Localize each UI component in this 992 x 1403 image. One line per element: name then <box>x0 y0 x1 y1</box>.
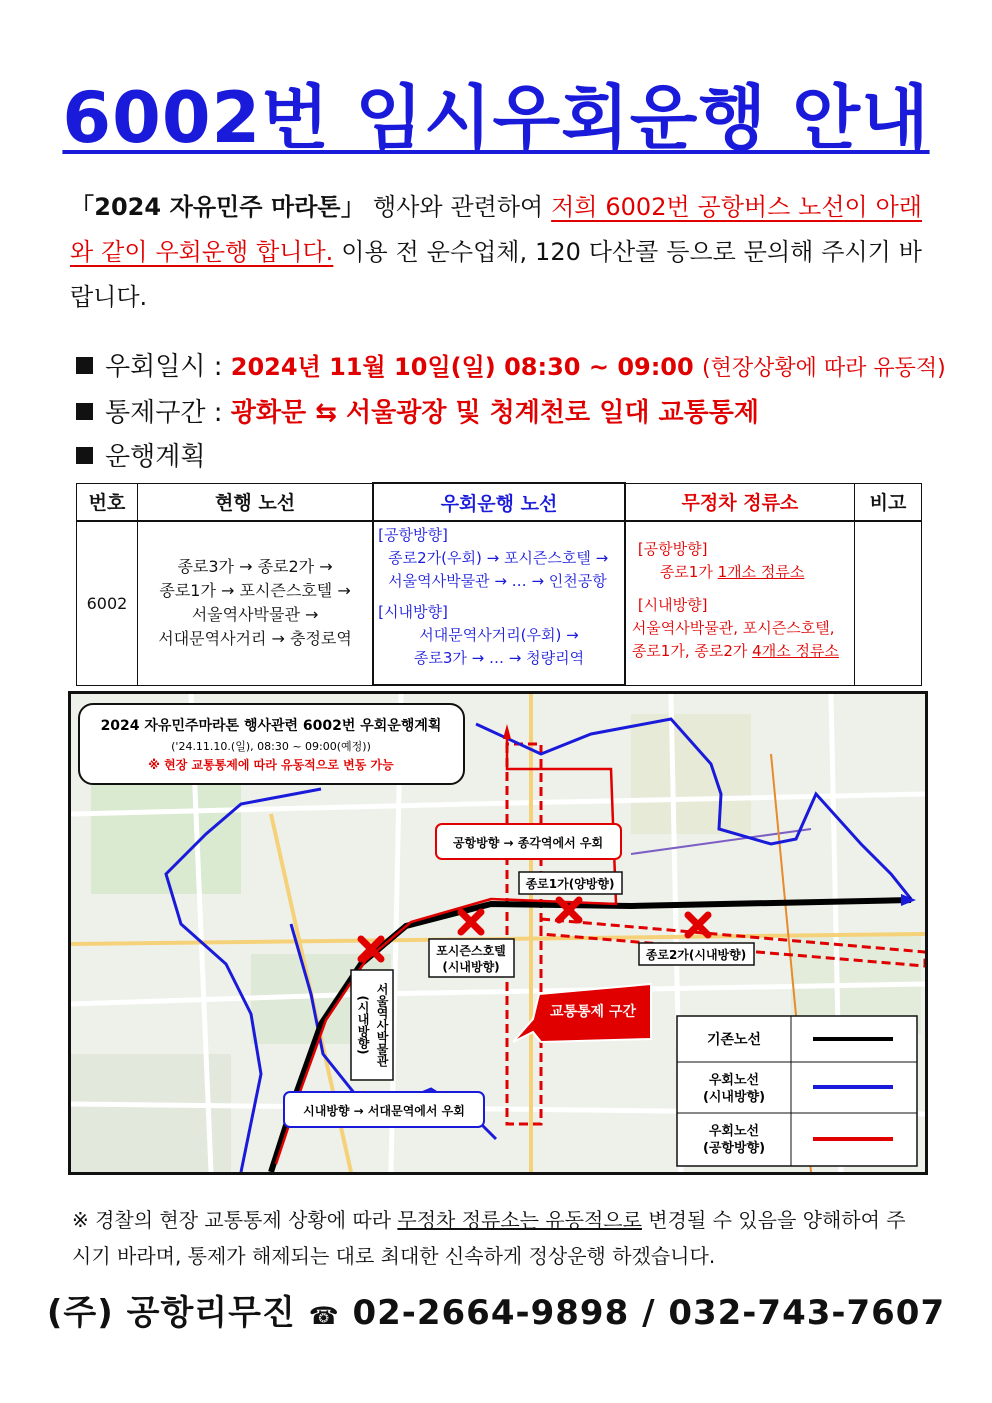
stops-city-text: 종로1가, 종로2가 <box>631 642 753 660</box>
area-label: 통제구간 : <box>105 398 223 428</box>
callout-city-text: 시내방향 → 서대문역에서 우회 <box>303 1104 465 1118</box>
intro-highlight: 저희 6002번 공항버스 노선이 아래와 같이 우회운행 합니다. <box>70 193 922 266</box>
route-number: 6002 <box>77 521 138 685</box>
current-route-line: 서울역사박물관 → <box>191 605 319 625</box>
header-current: 현행 노선 <box>137 483 373 521</box>
label-fourseasons-dir: (시내방향) <box>442 960 500 974</box>
square-bullet-icon <box>76 357 93 374</box>
remark-cell <box>855 521 922 685</box>
bullet-area <box>76 391 946 435</box>
contact-footer <box>0 1285 992 1334</box>
date-note: (현장상황에 따라 유동적) <box>701 356 946 381</box>
stops-airport-label: [공항방향] <box>637 540 708 558</box>
label-museum-text: 서울역사박물관 <box>375 983 389 1067</box>
page-title: 6002번 임시우회운행 안내 <box>62 77 930 159</box>
note-prefix: ※ 경찰의 현장 교통통제 상황에 따라 <box>72 1208 398 1232</box>
route-map-svg <box>71 694 925 1172</box>
legend-label: (시내방향) <box>702 1090 766 1105</box>
skipped-stops <box>625 521 855 685</box>
stops-city-line: 서울역사박물관, 포시즌스호텔, <box>631 619 835 637</box>
square-bullet-icon <box>76 447 93 464</box>
current-route <box>137 521 373 685</box>
route-map <box>68 691 928 1175</box>
event-name: 「2024 자유민주 마라톤」 <box>70 193 366 221</box>
intro-paragraph <box>70 185 922 320</box>
detour-city-line: 종로3가 → … → 청량리역 <box>413 649 585 667</box>
detour-city-label: [시내방향] <box>378 603 448 621</box>
legend-label: 기존노선 <box>706 1032 762 1048</box>
note-rest: 변경될 수 있음을 양해하여 주시기 바라며, 통제가 해제되는 대로 최대한 신속하게 정상운행 하겠습니다. <box>72 1208 906 1268</box>
detour-city-line: 서대문역사거리(우회) → <box>419 626 579 644</box>
bullet-date <box>76 345 946 391</box>
note-underlined: 무정차 정류소는 유동적으로 <box>397 1208 642 1232</box>
intro-text-2: 이용 전 운수업체, 120 다산콜 등으로 문의해 주시기 바랍니다. <box>70 238 922 311</box>
header-no: 번호 <box>77 483 138 521</box>
table-header-row <box>77 483 922 521</box>
company-name: (주) 공항리무진 <box>46 1293 296 1333</box>
footnote <box>72 1202 922 1274</box>
legend-label: (공항방향) <box>702 1141 766 1156</box>
area-value: 광화문 ⇆ 서울광장 및 청계천로 일대 교통통제 <box>230 398 759 428</box>
header-stops: 무정차 정류소 <box>625 483 855 521</box>
square-bullet-icon <box>76 403 93 420</box>
current-route-line: 서대문역사거리 → 충정로역 <box>158 629 352 649</box>
date-label: 우회일시 : <box>105 352 223 382</box>
control-zone-text: 교통통제 구간 <box>549 1004 637 1020</box>
stops-airport-count: 1개소 정류소 <box>717 563 805 581</box>
label-jongno2-text: 종로2가(시내방향) <box>645 948 747 962</box>
map-box-date: ('24.11.10.(일), 08:30 ~ 09:00(예정)) <box>171 740 371 753</box>
header-remark: 비고 <box>855 483 922 521</box>
intro-text-1: 행사와 관련하여 <box>373 193 544 221</box>
label-fourseasons-text: 포시즌스호텔 <box>436 944 506 958</box>
label-museum-dir: (시내방향) <box>356 995 370 1055</box>
plan-label: 운행계획 <box>105 442 206 472</box>
detour-route <box>373 521 625 685</box>
info-bullets <box>76 345 946 479</box>
stops-city-count: 4개소 정류소 <box>752 642 839 660</box>
current-route-line: 종로3가 → 종로2가 → <box>177 557 333 577</box>
date-value: 2024년 11월 10일(일) 08:30 ~ 09:00 <box>230 353 694 381</box>
phone-icon: ☎ <box>308 1302 340 1330</box>
header-detour: 우회운행 노선 <box>373 483 625 521</box>
detour-airport-line: 종로2가(우회) → 포시즌스호텔 → <box>388 549 609 567</box>
legend-label: 우회노선 <box>708 1124 760 1139</box>
stops-city-label: [시내방향] <box>637 596 708 614</box>
park-area <box>631 714 751 834</box>
detour-airport-label: [공항방향] <box>378 526 448 544</box>
plan-table <box>76 482 922 686</box>
map-box-title: 2024 자유민주마라톤 행사관련 6002번 우회운행계획 <box>100 718 442 734</box>
bullet-plan <box>76 435 946 479</box>
map-box-note: ※ 현장 교통통제에 따라 유동적으로 변동 가능 <box>148 758 394 772</box>
legend-label: 우회노선 <box>708 1073 760 1088</box>
stops-airport-text: 종로1가 <box>659 563 718 581</box>
label-jongno1-text: 종로1가(양방향) <box>525 877 615 891</box>
detour-airport-line: 서울역사박물관 → … → 인천공항 <box>388 572 607 590</box>
map-legend <box>677 1016 917 1166</box>
phone-numbers: 02-2664-9898 / 032-743-7607 <box>352 1293 946 1333</box>
callout-airport-text: 공항방향 → 종각역에서 우회 <box>452 836 604 850</box>
current-route-line: 종로1가 → 포시즌스호텔 → <box>159 581 351 601</box>
table-row <box>77 521 922 685</box>
